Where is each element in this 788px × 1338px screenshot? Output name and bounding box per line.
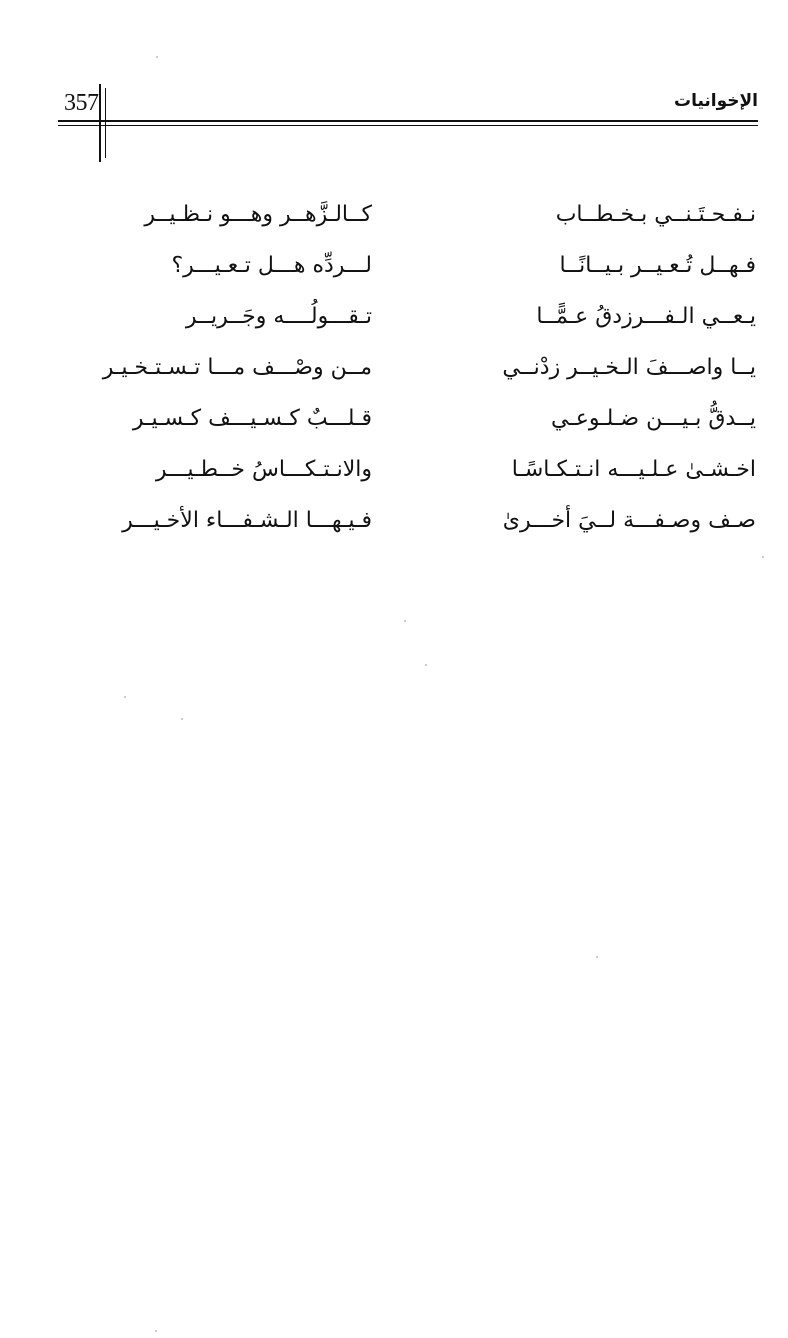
scan-speck (181, 718, 183, 720)
scan-speck (156, 56, 158, 58)
scan-speck (404, 620, 406, 622)
verse-first-hemistich: فـهــل تُـعـيــر بـيــانًــا (559, 253, 756, 278)
verse-first-hemistich: اخـشـىٰ عـلـيـــه انـتـكـاسًـا (511, 457, 756, 482)
verse (62, 294, 756, 345)
scan-speck (596, 956, 598, 958)
verse-first-hemistich: نـفـحـتَـنــي بـخـطــاب (555, 202, 756, 227)
verse-first-hemistich: يـعــي الـفـــرزدقُ عـمًّــا (536, 304, 756, 329)
scan-speck (155, 1330, 157, 1332)
scan-speck (425, 664, 427, 666)
verse-second-hemistich: والانـتـكـــاسُ خــطـيـــر (155, 457, 372, 482)
page-header (58, 84, 758, 164)
verse-first-hemistich: يــدقُّ بـيـــن ضـلـوعـي (550, 406, 756, 431)
verse-second-hemistich: كــالـزَّهــر وهـــو نـظـيــر (144, 202, 372, 227)
page-number: 357 (64, 90, 99, 116)
scan-speck (124, 696, 126, 698)
verse (62, 243, 756, 294)
header-rule-thin (58, 125, 758, 126)
header-vertical-rule-thin (105, 88, 106, 158)
verse-first-hemistich: يــا واصـــفَ الـخـيــر زدْنــي (502, 355, 756, 380)
verse-second-hemistich: تـقـــولُــــه وجَــريــر (185, 304, 372, 329)
verse-second-hemistich: لـــردِّه هـــل تـعـيـــر؟ (171, 253, 372, 278)
verse (62, 396, 756, 447)
verse-second-hemistich: قـلـــبٌ كـسـيـــف كـسـيـر (132, 406, 372, 431)
scan-speck (762, 556, 764, 558)
verse (62, 498, 756, 549)
header-rule-thick (58, 120, 758, 122)
verse (62, 447, 756, 498)
verse (62, 192, 756, 243)
verse-second-hemistich: مــن وصْـــف مـــا تـسـتـخـيـر (102, 355, 372, 380)
poem (62, 192, 756, 549)
verse-second-hemistich: فـيـهـــا الـشـفـــاء الأخـيـــر (122, 508, 372, 533)
verse-first-hemistich: صـف وصـفـــة لــيَ أخـــرىٰ (502, 508, 756, 533)
running-title: الإخوانيات (673, 91, 758, 111)
header-vertical-rule (99, 84, 101, 162)
verse (62, 345, 756, 396)
